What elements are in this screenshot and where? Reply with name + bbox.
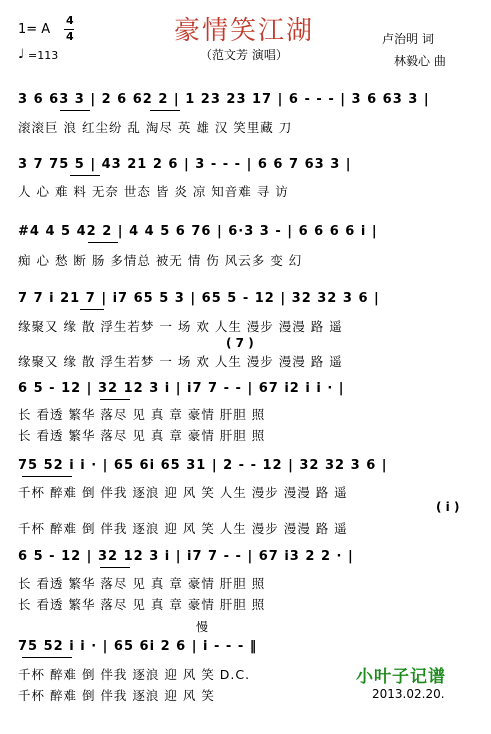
notation-line: 3 7 75 5 | 43 21 2 6 | 3 - - - | 6 6 7 63 3 | [18,157,352,172]
lyric-line: 缘聚又 缘 散 浮生若梦 一 场 欢 人生 漫步 漫漫 路 遥 [18,319,343,334]
singer-credit: （范文芳 演唱） [200,48,288,62]
lyric-line: 千杯 醉难 倒 伴我 逐浪 迎 风 笑 人生 漫步 漫漫 路 遥 [18,485,348,500]
notation-line: 3 6 63 3 | 2 6 62 2 | 1 23 23 17 | 6 - - - | 3 6 63 3 | [18,92,430,107]
lyric-line-alt: 长 看透 繁华 落尽 见 真 章 豪情 肝胆 照 [18,428,266,443]
tempo-marking: =113 [28,49,59,62]
variation-marker: ( 7 ) [226,336,254,350]
song-title: 豪情笑江湖 [174,16,315,46]
transcription-date: 2013.02.20. [372,687,445,701]
composer-credit: 林毅心 曲 [394,54,446,68]
lyric-line-alt: 长 看透 繁华 落尽 见 真 章 豪情 肝胆 照 [18,597,266,612]
notation-line: 6 5 - 12 | 32 12 3 i | i7 7 - - | 67 i2 i i · | [18,381,345,396]
tempo-marker-slow: 慢 [196,620,209,634]
time-signature-bottom: 4 [66,30,74,43]
lyric-line-alt: 千杯 醉难 倒 伴我 逐浪 迎 风 笑 人生 漫步 漫漫 路 遥 [18,521,348,536]
lyric-line-alt: 千杯 醉难 倒 伴我 逐浪 迎 风 笑 [18,688,215,703]
quarter-note-icon: ♩ [18,47,25,62]
lyric-line: 长 看透 繁华 落尽 见 真 章 豪情 肝胆 照 [18,407,266,422]
transcriber-watermark: 小叶子记谱 [356,667,446,687]
notation-line: 6 5 - 12 | 32 12 3 i | i7 7 - - | 67 i3 2 2 · | [18,549,354,564]
time-signature-top: 4 [66,14,74,27]
notation-line: 75 52 i i · | 65 6i 2 6 | i - - - ‖ [18,639,258,654]
notation-line: 75 52 i i · | 65 6i 65 31 | 2 - - 12 | 32 32 3 6 | [18,458,388,473]
notation-line: 7 7 i 21 7 | i7 65 5 3 | 65 5 - 12 | 32 32 3 6 | [18,291,380,306]
lyric-line: 痴 心 愁 断 肠 多情总 被无 情 伤 风云多 变 幻 [18,253,303,268]
lyric-line-alt: 缘聚又 缘 散 浮生若梦 一 场 欢 人生 漫步 漫漫 路 遥 [18,354,343,369]
lyric-line: 滚滚巨 浪 红尘纷 乱 淘尽 英 雄 汉 笑里藏 刀 [18,120,293,135]
notation-line: #4 4 5 42 2 | 4 4 5 6 76 | 6·3 3 - | 6 6 6 6 i | [18,224,378,239]
lyric-line: 长 看透 繁华 落尽 见 真 章 豪情 肝胆 照 [18,576,266,591]
variation-marker: ( i ) [436,500,460,514]
lyricist-credit: 卢治明 词 [382,32,434,46]
lyric-line: 千杯 醉难 倒 伴我 逐浪 迎 风 笑 D.C. [18,667,251,682]
key-signature: 1= A [18,22,51,37]
lyric-line: 人 心 难 料 无奈 世态 皆 炎 凉 知音难 寻 访 [18,184,289,199]
